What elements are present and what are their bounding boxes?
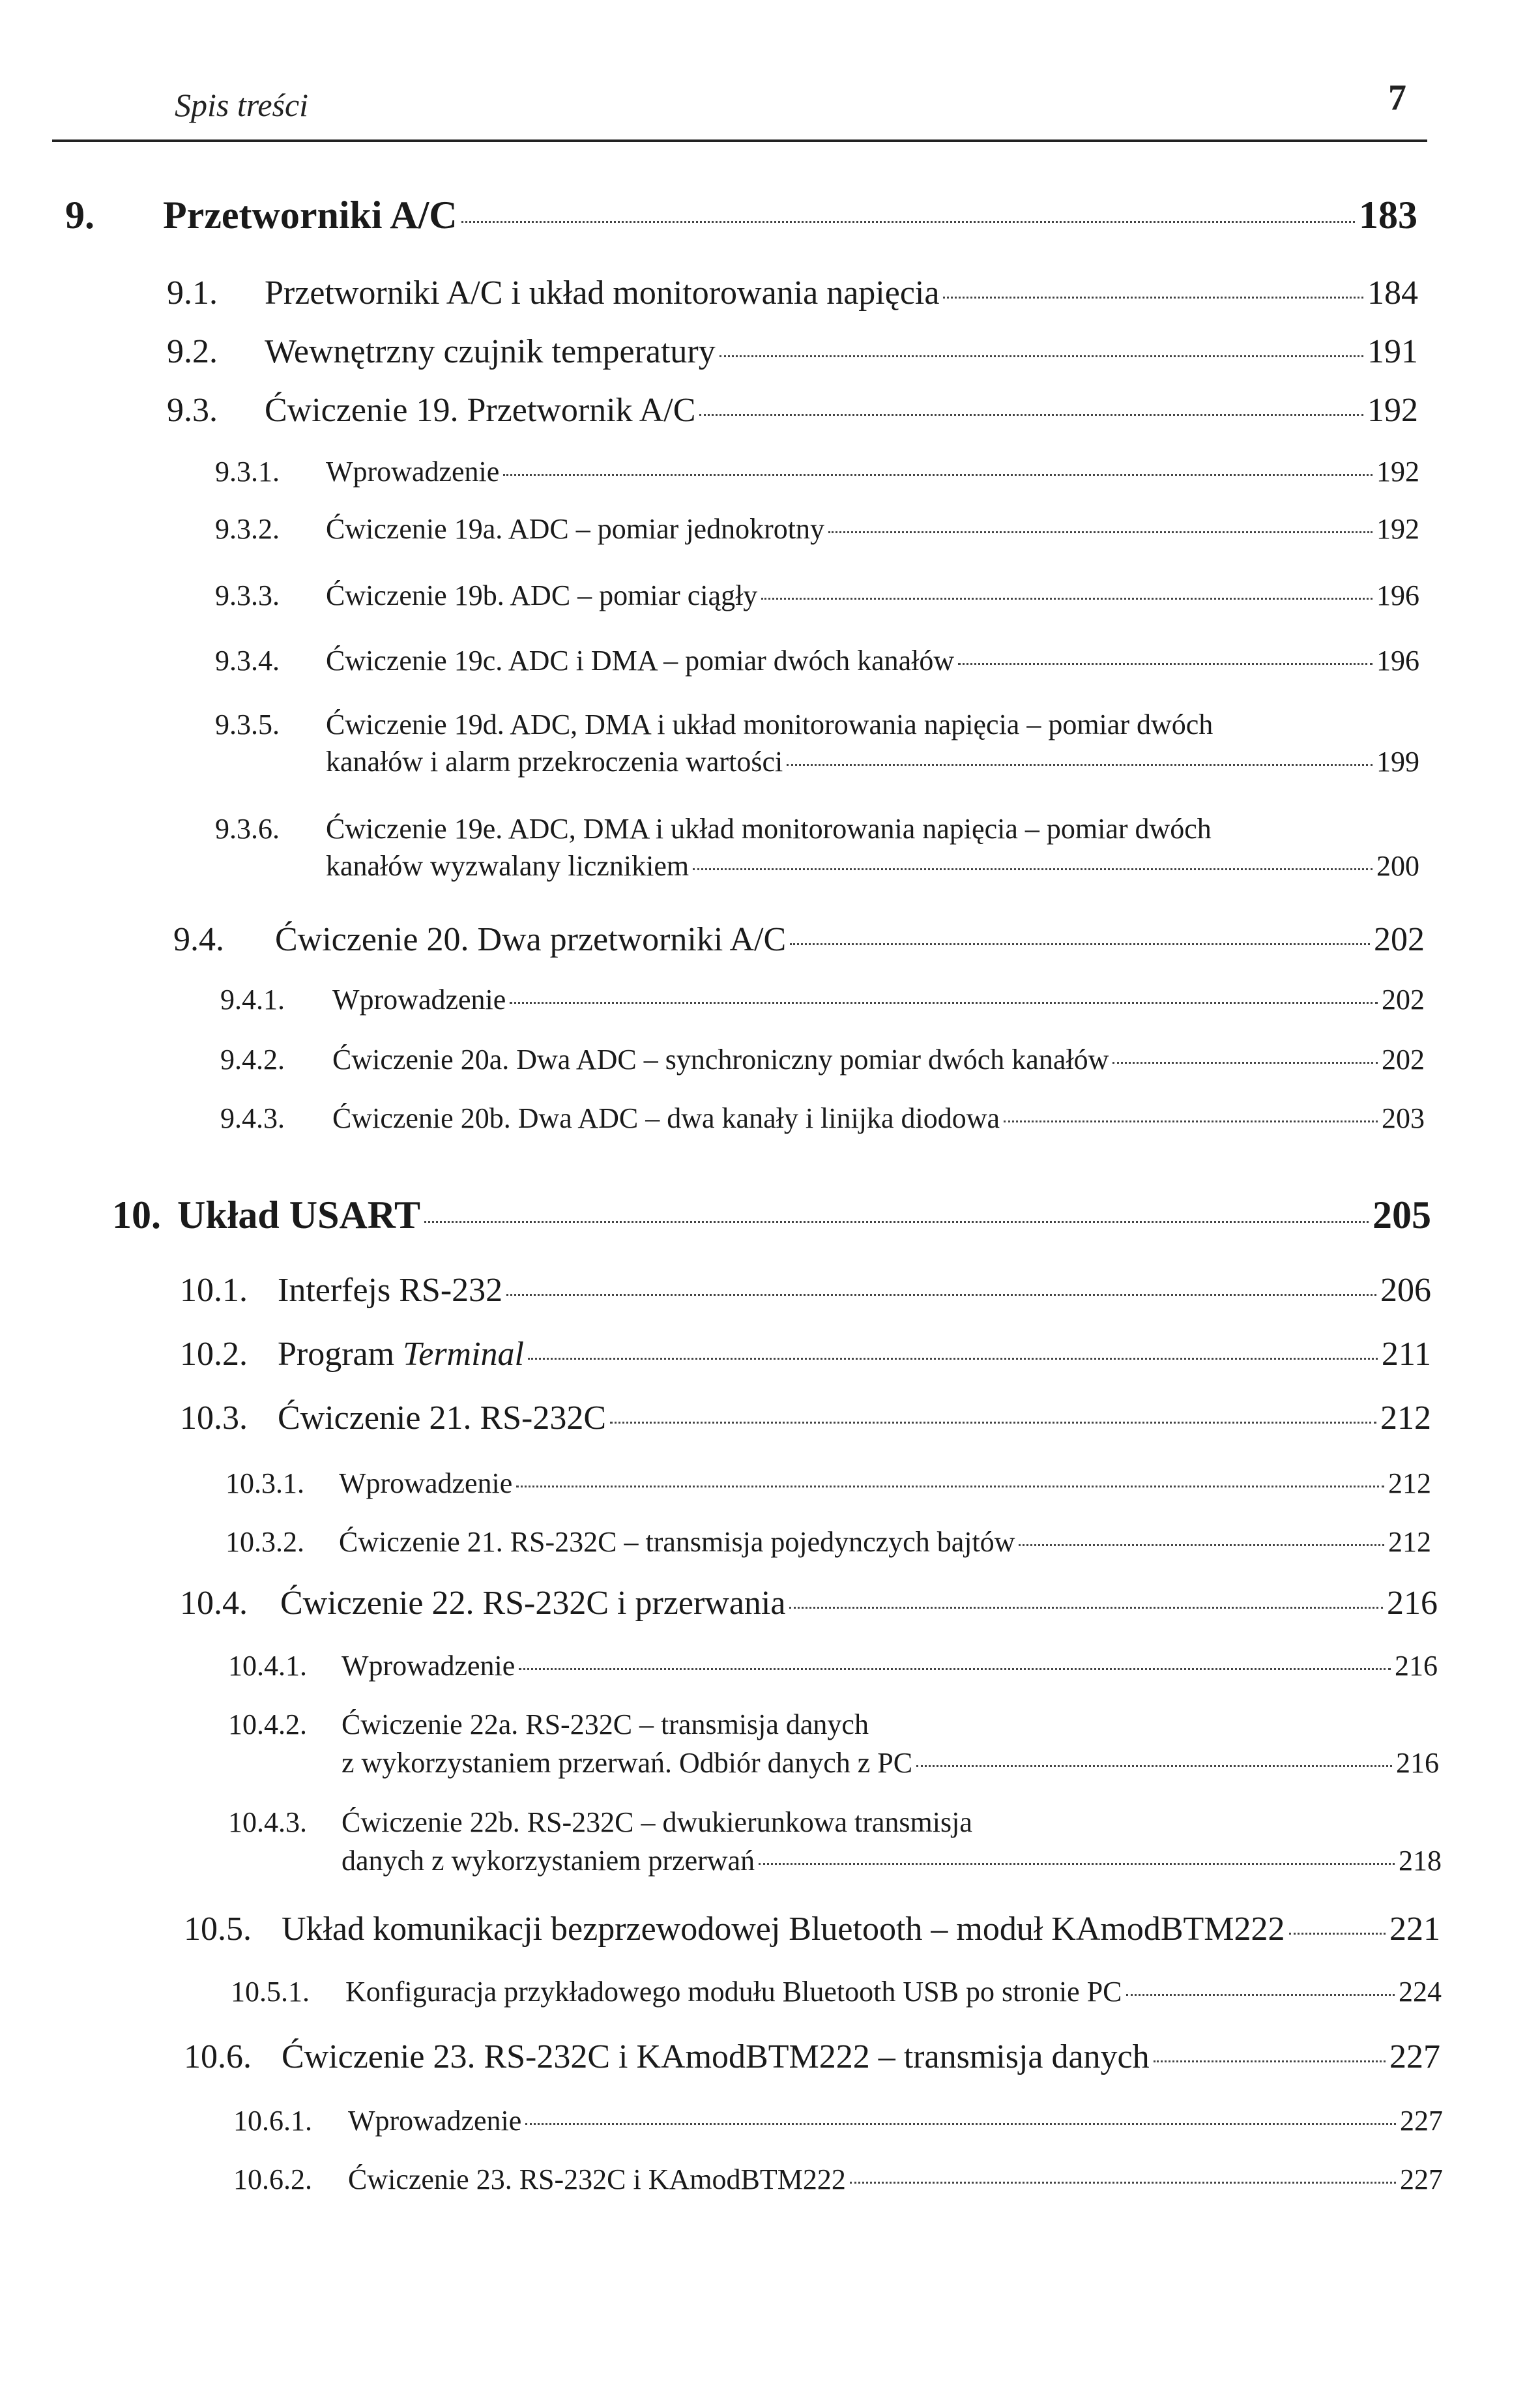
toc-section-10-3[interactable] bbox=[180, 1399, 1431, 1437]
toc-title: Ćwiczenie 19b. ADC – pomiar ciągły bbox=[326, 579, 758, 611]
toc-subsection-9-4-2[interactable] bbox=[220, 1043, 1425, 1076]
toc-title: Ćwiczenie 20a. Dwa ADC – synchroniczny pomiar dwóch kanałów bbox=[332, 1044, 1109, 1076]
toc-section-9-2[interactable] bbox=[167, 332, 1418, 371]
toc-number: 10.1. bbox=[180, 1272, 248, 1309]
toc-subsection-10-5-1[interactable] bbox=[231, 1975, 1442, 2008]
toc-page-number: 212 bbox=[1388, 1526, 1431, 1558]
toc-number: 10.6.1. bbox=[233, 2105, 312, 2137]
toc-title: Ćwiczenie 21. RS-232C – transmisja pojedynczych bajtów bbox=[339, 1526, 1015, 1558]
toc-subsection-10-3-1[interactable] bbox=[225, 1467, 1431, 1500]
toc-title: Ćwiczenie 19c. ADC i DMA – pomiar dwóch kanałów bbox=[326, 645, 955, 677]
dot-leader bbox=[503, 474, 1373, 476]
dot-leader bbox=[1126, 1994, 1395, 1996]
toc-section-10-2[interactable] bbox=[180, 1335, 1431, 1373]
toc-page-number: 196 bbox=[1376, 645, 1419, 677]
toc-number: 9.3.2. bbox=[215, 513, 280, 545]
toc-section-9-4[interactable] bbox=[173, 920, 1425, 959]
toc-page-number: 221 bbox=[1389, 1911, 1440, 1948]
toc-number: 9. bbox=[65, 194, 94, 237]
toc-page-number: 211 bbox=[1381, 1336, 1431, 1373]
toc-subsection-9-3-3[interactable] bbox=[215, 579, 1419, 612]
dot-leader bbox=[699, 414, 1363, 416]
toc-title-line1: Ćwiczenie 22b. RS-232C – dwukierunkowa transmisja bbox=[341, 1806, 972, 1838]
toc-page-number: 206 bbox=[1380, 1272, 1431, 1309]
toc-title-line2: z wykorzystaniem przerwań. Odbiór danych z PC bbox=[341, 1747, 913, 1779]
toc-page-number: 216 bbox=[1395, 1650, 1438, 1682]
toc-title-italic: Terminal bbox=[403, 1336, 525, 1373]
toc-page-number: 216 bbox=[1396, 1747, 1439, 1779]
dot-leader bbox=[525, 2123, 1396, 2125]
toc-title bbox=[278, 1335, 524, 1373]
toc-page-number: 199 bbox=[1376, 746, 1419, 778]
toc-title: Ćwiczenie 23. RS-232C i KAmodBTM222 bbox=[348, 2163, 846, 2195]
toc-number: 9.4.3. bbox=[220, 1102, 285, 1134]
toc-number: 10.4.3. bbox=[228, 1806, 307, 1838]
toc-number: 10.4. bbox=[180, 1585, 248, 1622]
toc-page-number: 191 bbox=[1367, 333, 1418, 370]
dot-leader bbox=[789, 1607, 1383, 1609]
dot-leader bbox=[759, 1863, 1395, 1865]
toc-page-number: 202 bbox=[1382, 1044, 1425, 1076]
toc-section-9-1[interactable] bbox=[167, 274, 1418, 312]
toc-page-number: 216 bbox=[1387, 1585, 1438, 1622]
dot-leader bbox=[761, 598, 1373, 600]
toc-number: 9.3.6. bbox=[215, 813, 280, 845]
toc-page-number: 202 bbox=[1374, 921, 1425, 958]
toc-number: 9.3. bbox=[167, 392, 218, 429]
toc-title: Przetworniki A/C bbox=[163, 194, 458, 237]
toc-number: 9.2. bbox=[167, 333, 218, 370]
toc-number: 10.4.1. bbox=[228, 1650, 307, 1682]
toc-number: 10. bbox=[112, 1194, 161, 1237]
toc-page-number: 184 bbox=[1367, 274, 1418, 312]
toc-title-line1: Ćwiczenie 22a. RS-232C – transmisja danych bbox=[341, 1708, 869, 1740]
toc-title: Ćwiczenie 20b. Dwa ADC – dwa kanały i linijka diodowa bbox=[332, 1102, 1000, 1134]
toc-number: 9.1. bbox=[167, 274, 218, 312]
toc-number: 9.3.5. bbox=[215, 709, 280, 740]
toc-title-plain: Program bbox=[278, 1336, 403, 1373]
toc-number: 10.2. bbox=[180, 1336, 248, 1373]
toc-title-line1: Ćwiczenie 19e. ADC, DMA i układ monitorowania napięcia – pomiar dwóch bbox=[326, 813, 1212, 845]
running-head: Spis treści bbox=[175, 87, 309, 123]
toc-number: 10.3.1. bbox=[225, 1467, 304, 1499]
toc-subsection-10-3-2[interactable] bbox=[225, 1525, 1431, 1559]
toc-subsection-9-4-1[interactable] bbox=[220, 983, 1425, 1016]
toc-title: Wprowadzenie bbox=[348, 2105, 522, 2137]
toc-title: Wprowadzenie bbox=[339, 1467, 513, 1499]
toc-number: 9.3.4. bbox=[215, 645, 280, 677]
toc-title: Ćwiczenie 22. RS-232C i przerwania bbox=[280, 1585, 786, 1622]
dot-leader bbox=[1004, 1120, 1378, 1122]
toc-subsection-10-4-2[interactable] bbox=[228, 1708, 1439, 1779]
toc-title: Układ USART bbox=[177, 1194, 421, 1237]
toc-title-line2: danych z wykorzystaniem przerwań bbox=[341, 1845, 755, 1877]
toc-section-10-4[interactable] bbox=[180, 1584, 1438, 1622]
toc-title: Ćwiczenie 21. RS-232C bbox=[278, 1399, 607, 1437]
dot-leader bbox=[1289, 1933, 1386, 1935]
dot-leader bbox=[916, 1765, 1392, 1767]
toc-title: Konfiguracja przykładowego modułu Bluetooth USB po stronie PC bbox=[345, 1976, 1122, 2008]
toc-subsection-10-6-2[interactable] bbox=[233, 2163, 1443, 2196]
toc-title: Interfejs RS-232 bbox=[278, 1272, 503, 1309]
toc-subsection-10-6-1[interactable] bbox=[233, 2104, 1443, 2137]
toc-page-number: 224 bbox=[1399, 1976, 1442, 2008]
dot-leader bbox=[424, 1221, 1369, 1223]
toc-number: 9.4.2. bbox=[220, 1044, 285, 1076]
toc-page-number: 200 bbox=[1376, 850, 1419, 882]
toc-title: Układ komunikacji bezprzewodowej Bluetooth – moduł KAmodBTM222 bbox=[282, 1911, 1285, 1948]
toc-section-10-5[interactable] bbox=[184, 1910, 1440, 1948]
toc-number: 10.3.2. bbox=[225, 1526, 304, 1558]
toc-page-number: 205 bbox=[1373, 1194, 1431, 1237]
toc-page-number: 203 bbox=[1382, 1102, 1425, 1134]
toc-page-number: 212 bbox=[1388, 1467, 1431, 1499]
dot-leader bbox=[693, 868, 1373, 870]
toc-subsection-9-3-2[interactable] bbox=[215, 512, 1419, 546]
toc-number: 10.6. bbox=[184, 2038, 252, 2075]
toc-number: 9.3.3. bbox=[215, 579, 280, 611]
toc-page-number: 227 bbox=[1389, 2038, 1440, 2075]
toc-page-number: 192 bbox=[1376, 513, 1419, 545]
dot-leader bbox=[850, 2182, 1396, 2184]
toc-page-number: 227 bbox=[1400, 2105, 1443, 2137]
toc-title-line2: kanałów i alarm przekroczenia wartości bbox=[326, 746, 783, 778]
dot-leader bbox=[787, 764, 1373, 766]
dot-leader bbox=[1019, 1544, 1384, 1546]
dot-leader bbox=[1112, 1062, 1378, 1064]
toc-page-number: 192 bbox=[1376, 456, 1419, 488]
toc-title-line1: Ćwiczenie 19d. ADC, DMA i układ monitorowania napięcia – pomiar dwóch bbox=[326, 709, 1213, 740]
toc-chapter-9[interactable] bbox=[65, 193, 1417, 238]
toc-number: 9.4.1. bbox=[220, 984, 285, 1016]
toc-chapter-10[interactable] bbox=[112, 1193, 1431, 1238]
dot-leader bbox=[461, 221, 1355, 223]
toc-number: 9.4. bbox=[173, 921, 224, 958]
toc-subsection-10-4-3[interactable] bbox=[228, 1806, 1442, 1877]
toc-page-number: 202 bbox=[1382, 984, 1425, 1016]
toc-number: 10.6.2. bbox=[233, 2163, 312, 2195]
toc-subsection-9-3-4[interactable] bbox=[215, 644, 1419, 677]
toc-number: 10.3. bbox=[180, 1399, 248, 1437]
toc-page-number: 192 bbox=[1367, 392, 1418, 429]
toc-title: Ćwiczenie 19. Przetwornik A/C bbox=[265, 392, 696, 429]
toc-title: Wprowadzenie bbox=[341, 1650, 516, 1682]
dot-leader bbox=[516, 1486, 1384, 1487]
dot-leader bbox=[790, 943, 1370, 945]
toc-section-10-6[interactable] bbox=[184, 2038, 1440, 2076]
toc-page-number: 212 bbox=[1380, 1399, 1431, 1437]
toc-title-line2: kanałów wyzwalany licznikiem bbox=[326, 850, 690, 882]
toc-title: Przetworniki A/C i układ monitorowania napięcia bbox=[265, 274, 940, 312]
toc-section-9-3[interactable] bbox=[167, 391, 1418, 430]
toc-title: Wprowadzenie bbox=[332, 984, 506, 1016]
toc-title: Ćwiczenie 23. RS-232C i KAmodBTM222 – transmisja danych bbox=[282, 2038, 1150, 2075]
toc-page-number: 218 bbox=[1399, 1845, 1442, 1877]
toc-title: Wprowadzenie bbox=[326, 456, 500, 488]
dot-leader bbox=[510, 1002, 1378, 1004]
dot-leader bbox=[1154, 2060, 1386, 2062]
dot-leader bbox=[528, 1358, 1378, 1360]
toc-number: 10.5.1. bbox=[231, 1976, 310, 2008]
toc-number: 10.4.2. bbox=[228, 1708, 307, 1740]
toc-page-number: 196 bbox=[1376, 579, 1419, 611]
toc-page-number: 227 bbox=[1400, 2163, 1443, 2195]
dot-leader bbox=[828, 531, 1373, 533]
toc-title: Ćwiczenie 19a. ADC – pomiar jednokrotny bbox=[326, 513, 824, 545]
toc-subsection-9-4-3[interactable] bbox=[220, 1102, 1425, 1135]
toc-subsection-10-4-1[interactable] bbox=[228, 1649, 1438, 1682]
page-number: 7 bbox=[1388, 78, 1406, 118]
dot-leader bbox=[506, 1294, 1376, 1296]
toc-subsection-9-3-5[interactable] bbox=[215, 708, 1419, 778]
dot-leader bbox=[719, 355, 1363, 357]
dot-leader bbox=[958, 663, 1373, 665]
toc-section-10-1[interactable] bbox=[180, 1271, 1431, 1310]
toc-number: 9.3.1. bbox=[215, 456, 280, 488]
dot-leader bbox=[519, 1668, 1391, 1670]
dot-leader bbox=[943, 297, 1363, 299]
dot-leader bbox=[610, 1422, 1376, 1424]
toc-title: Wewnętrzny czujnik temperatury bbox=[265, 333, 716, 370]
toc-number: 10.5. bbox=[184, 1911, 252, 1948]
header-divider bbox=[52, 139, 1427, 142]
toc-page-number: 183 bbox=[1359, 194, 1417, 237]
toc-subsection-9-3-1[interactable] bbox=[215, 455, 1419, 488]
toc-subsection-9-3-6[interactable] bbox=[215, 812, 1419, 883]
toc-title: Ćwiczenie 20. Dwa przetworniki A/C bbox=[275, 921, 787, 958]
